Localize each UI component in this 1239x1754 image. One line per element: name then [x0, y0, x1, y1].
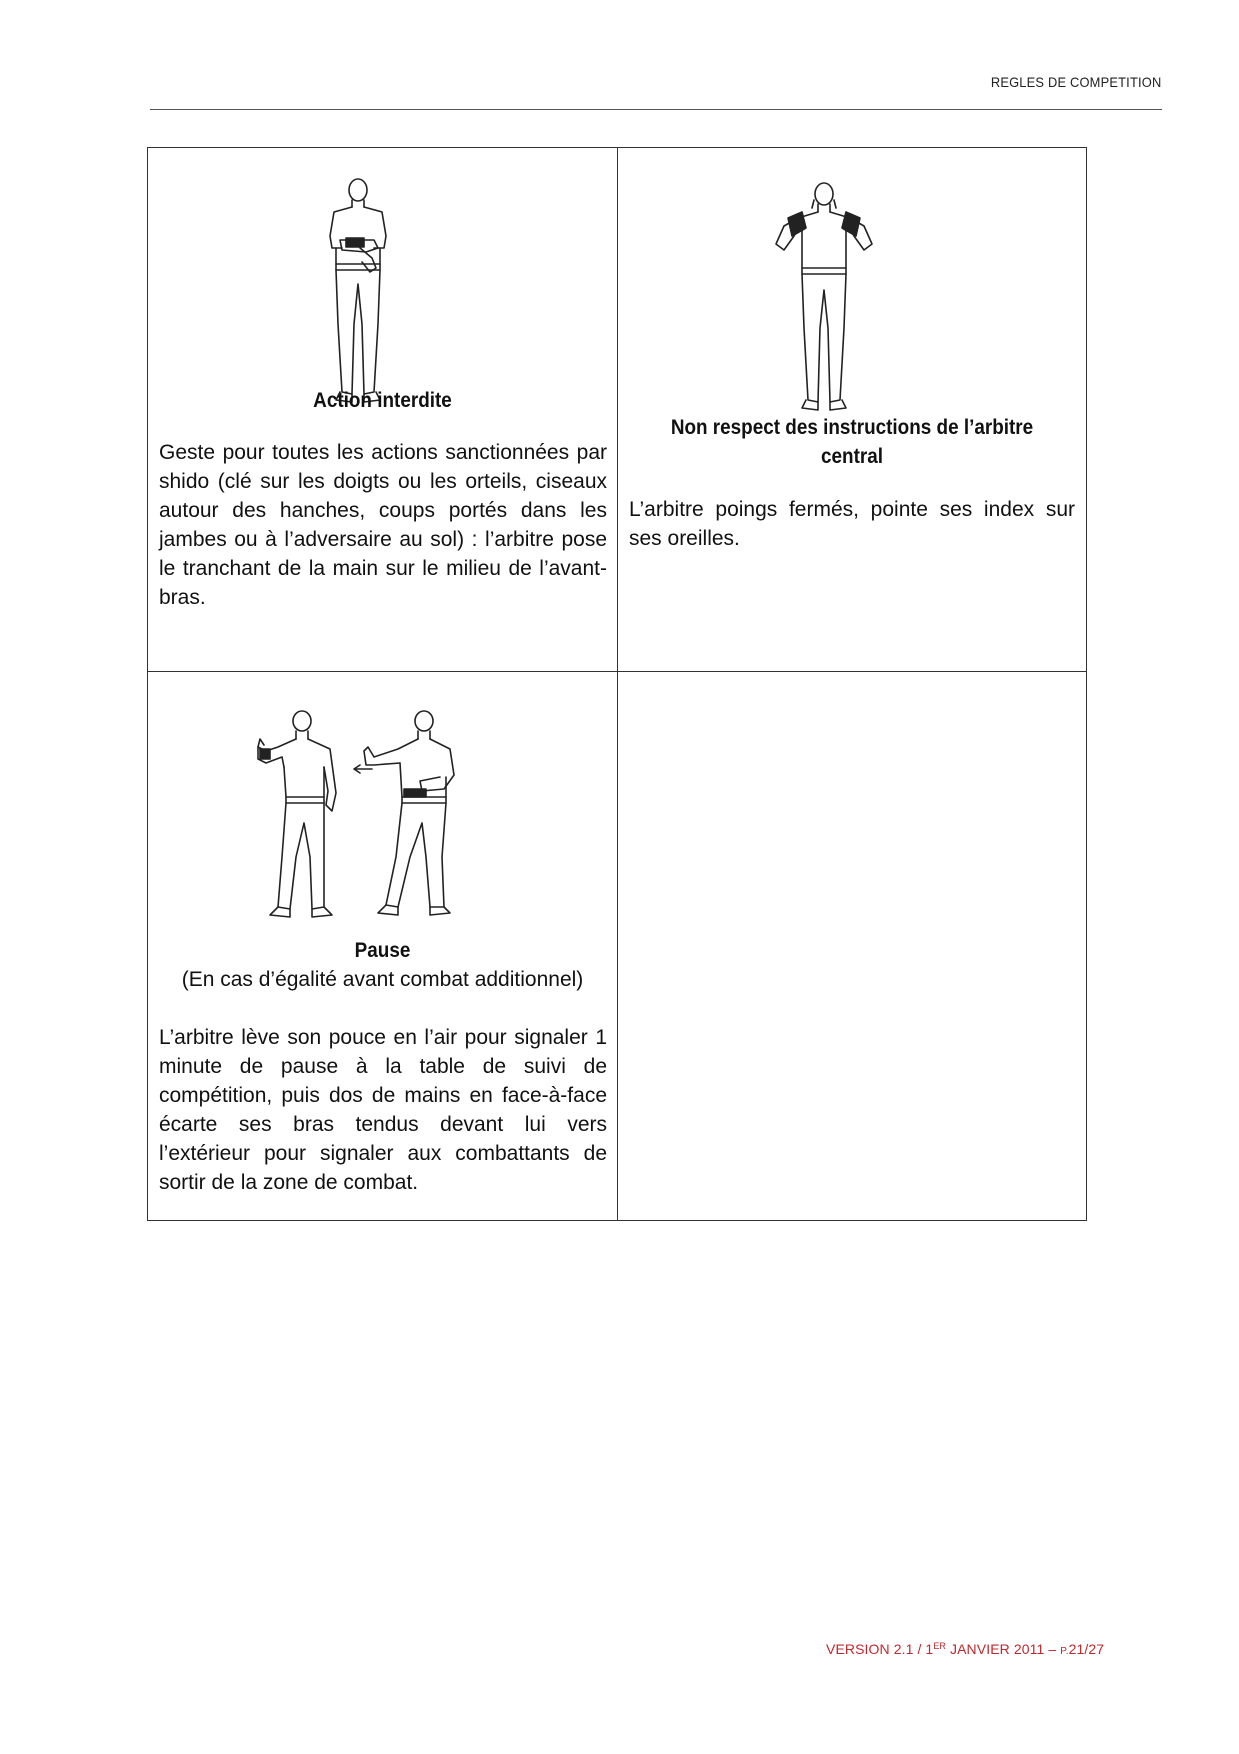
footer-version	[826, 1641, 1104, 1657]
cell-action-interdite	[148, 148, 618, 672]
cell-subcaption: (En cas d’égalité avant combat additionnel)	[181, 968, 584, 991]
caption-text: Non respect des instructions de l’arbitre central	[670, 416, 1034, 468]
header-divider	[150, 109, 1162, 110]
referee-signals-table	[147, 147, 1087, 1221]
running-header: REGLES DE COMPETITION	[990, 74, 1161, 90]
cell-caption: Pause	[354, 939, 411, 962]
cell-caption	[641, 413, 1062, 471]
cell-non-respect-instructions	[618, 148, 1086, 672]
cell-caption: Action interdite	[313, 389, 452, 412]
referee-figure-ears-icon	[768, 178, 880, 418]
cell-description: L’arbitre lève son pouce en l’air pour signaler 1 minute de pause à la table de suivi de compétition, puis dos de mains en face-à-face écarte ses bras tendus devant lui vers l’extérieur pour signaler aux combattants de sortir de la zone de combat.	[159, 1026, 607, 1194]
cell-empty	[618, 672, 1086, 1220]
footer-version-text: VERSION 2.1 / 1	[826, 1641, 934, 1657]
footer-page-number: 21/27	[1068, 1641, 1105, 1657]
referee-figures-pause-icon	[254, 707, 480, 923]
cell-description: Geste pour toutes les actions sanctionnées par shido (clé sur les doigts ou les orteils, ciseaux autour des hanches, coups portés dans les jambes ou à l’adversaire au sol) : l’arbitre pose le tranchant de la main sur le milieu de l’avant-bras.	[159, 441, 607, 609]
footer-date: JANVIER 2011 –	[946, 1641, 1061, 1657]
referee-figure-forearm-icon	[316, 174, 400, 408]
cell-description: L’arbitre poings fermés, pointe ses index sur ses oreilles.	[629, 498, 1075, 550]
cell-pause	[148, 672, 618, 1220]
footer-page-prefix: P.	[1060, 1646, 1069, 1657]
footer-ordinal: ER	[933, 1641, 947, 1651]
